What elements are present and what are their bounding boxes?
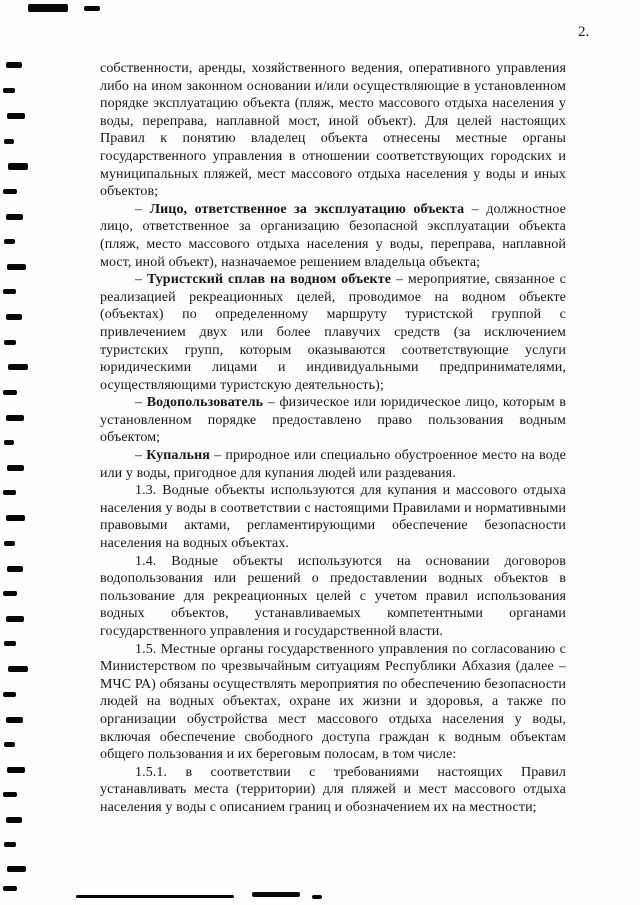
defined-term: Лицо, ответственное за эксплуатацию объекта bbox=[149, 201, 465, 217]
scan-mark bbox=[312, 895, 322, 899]
def-turistskiy-splav bbox=[100, 271, 566, 394]
scan-mark bbox=[7, 465, 24, 471]
text-run: – bbox=[135, 448, 147, 464]
scan-mark bbox=[6, 415, 24, 421]
text-run: – мероприятие, связанное с реализацией рекреационных целей, проводимое на водном объекте (объектах) по определенному маршруту туристской группой с привлечением двух или более плавучих средств (за исключением туристских групп, которым оказываются соответствующие услуги юридическими лицами и индивидуальными предпринимателями, осуществляющими туристскую деятельность); bbox=[100, 272, 566, 393]
scan-mark bbox=[3, 692, 16, 697]
text-run: – bbox=[135, 395, 147, 411]
item-1-3 bbox=[100, 482, 566, 552]
scan-mark bbox=[4, 541, 15, 546]
scan-mark bbox=[3, 591, 17, 596]
para-continuation bbox=[100, 60, 566, 201]
scan-mark bbox=[6, 817, 22, 823]
def-lico-otvetstvennoe bbox=[100, 201, 566, 271]
text-run: 1.4. Водные объекты используются на основании договоров водопользования или решений о предоставлении водных объектов в пользование для рекреационных целей с учетом правил использования водных объектов, устанавливаемых компетентными органами государственного управления и государственной власти. bbox=[100, 553, 566, 639]
text-run: – физическое или юридическое лицо, которым в установленном порядке предоставлено право пользования водным объектом; bbox=[100, 395, 566, 446]
scan-mark bbox=[4, 842, 16, 847]
page-number: 2. bbox=[578, 24, 590, 40]
scan-mark bbox=[76, 895, 234, 898]
scan-mark bbox=[7, 866, 26, 872]
text-run: 1.3. Водные объекты используются для купания и массового отдыха населения у воды в соответствии с настоящими Правилами и нормативными правовыми актами, регламентирующими обеспечение безопасности населения на водных объектах. bbox=[100, 483, 566, 552]
scan-mark bbox=[7, 767, 25, 773]
scan-mark bbox=[6, 515, 25, 521]
text-run: – природное или специально обустроенное место на воде или у воды, пригодное для купания людей или раздевания. bbox=[100, 448, 566, 481]
scan-mark bbox=[28, 4, 68, 12]
scan-mark bbox=[4, 340, 16, 345]
scan-mark bbox=[4, 440, 14, 445]
def-vodopolzovatel bbox=[100, 394, 566, 447]
scan-mark bbox=[3, 88, 15, 93]
scan-mark bbox=[4, 239, 15, 244]
scan-mark bbox=[4, 742, 15, 747]
scan-mark bbox=[84, 6, 100, 11]
scan-mark bbox=[8, 666, 28, 672]
text-run: собственности, аренды, хозяйственного ведения, оперативного управления либо на ином законном основании и/или осуществляющие в установленном порядке эксплуатацию объекта (пляж, место массового отдыха населения у воды, переправа, наплавной мост, иной объект). Для целей настоящих Правил к понятию владелец объекта отнесены местные органы государственного управления в отношении соответствующих городских и муниципальных пляжей, мест массового отдыха населения у воды и иных объектов; bbox=[100, 61, 566, 200]
text-run: 1.5. Местные органы государственного управления по согласованию с Министерством по чрезвычайным ситуациям Республики Абхазия (далее – МЧС РА) обязаны осуществлять мероприятия по обеспечению безопасности людей на водных объектах, охране их жизни и здоровья, а также по организации обустройства мест массового отдыха населения у воды, включая обеспечение свободного доступа граждан к водным объектам общего пользования и их береговым полосам, в том числе: bbox=[100, 641, 566, 763]
scan-mark bbox=[3, 886, 17, 891]
scan-mark bbox=[3, 189, 17, 194]
defined-term: Туристский сплав на водном объекте bbox=[146, 272, 392, 288]
scan-mark bbox=[7, 113, 25, 119]
text-run: – bbox=[135, 272, 147, 288]
document-body bbox=[100, 60, 566, 817]
scan-mark bbox=[6, 616, 24, 622]
scan-mark bbox=[6, 717, 23, 723]
scan-mark bbox=[3, 390, 17, 395]
scan-mark bbox=[6, 214, 23, 220]
scan-mark bbox=[3, 792, 17, 797]
scan-mark bbox=[8, 163, 28, 170]
scan-mark bbox=[8, 364, 28, 370]
defined-term: Купальня bbox=[146, 448, 210, 464]
scan-mark bbox=[252, 892, 300, 897]
scan-mark bbox=[3, 289, 16, 294]
scan-mark bbox=[3, 490, 16, 495]
item-1-5 bbox=[100, 641, 566, 764]
def-kupalnya bbox=[100, 447, 566, 482]
scan-mark bbox=[4, 139, 14, 144]
text-run: 1.5.1. в соответствии с требованиями настоящих Правил устанавливать места (территории) для пляжей и мест массового отдыха населения у воды с описанием границ и обозначением их на местности; bbox=[100, 764, 566, 815]
defined-term: Водопользователь bbox=[146, 395, 264, 411]
scan-mark bbox=[7, 566, 23, 572]
scan-mark bbox=[6, 314, 22, 320]
item-1-4 bbox=[100, 553, 566, 641]
scan-mark bbox=[7, 264, 26, 270]
scan-mark bbox=[4, 641, 16, 646]
scan-mark bbox=[6, 62, 22, 68]
text-run: – bbox=[135, 201, 150, 217]
text-run: – должностное лицо, ответственное за организацию безопасной эксплуатации объекта (пляж, место массового отдыха населения у воды, переправа, наплавной мост, иной объект), назначаемое решением владельца объекта; bbox=[100, 201, 566, 270]
item-1-5-1 bbox=[100, 764, 566, 817]
